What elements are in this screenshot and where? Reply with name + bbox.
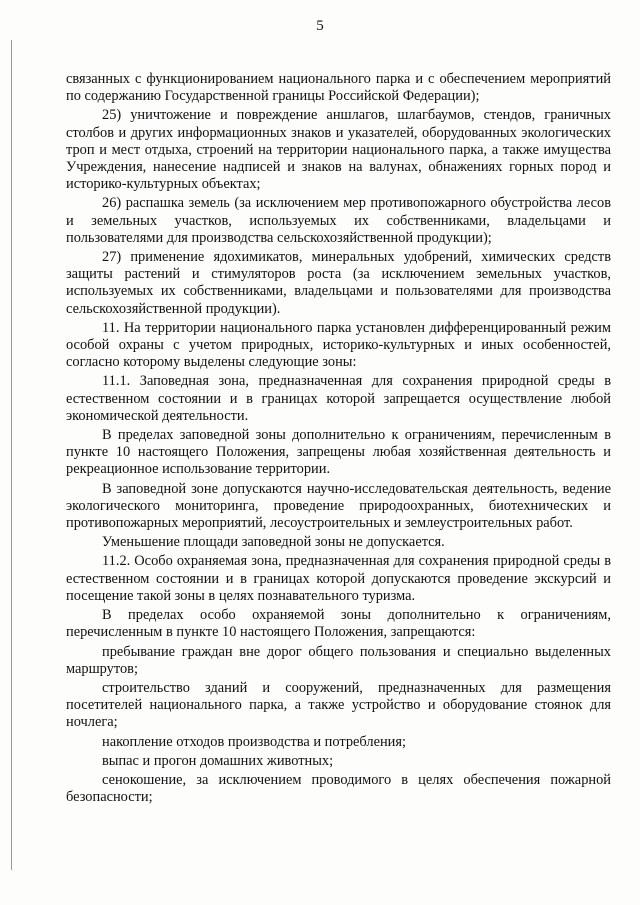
paragraph: В пределах заповедной зоны дополнительно к ограничениям, перечисленным в пункте 10 настоящего Положения, запрещены любая хозяйственная деятельность и рекреационное использование территории. [66,427,611,478]
paragraph: Уменьшение площади заповедной зоны не допускается. [102,534,445,551]
page-number: 5 [316,18,324,34]
paragraph: накопление отходов производства и потребления; [102,733,406,750]
paragraph: 11.1. Заповедная зона, предназначенная для сохранения природной среды в естественном состоянии и в границах которой запрещается осуществление любой экономической деятельности. [66,373,611,424]
paragraph: пребывание граждан вне дорог общего пользования и специально выделенных маршрутов; [66,643,611,677]
paragraph: 11. На территории национального парка установлен дифференцированный режим особой охраны с учетом природных, историко-культурных и иных особенностей, согласно которому выделены следующие зоны: [66,319,611,371]
paragraph: связанных с функционированием национального парка и с обеспечением мероприятий по содержанию Государственной границы Российской Федерации); [66,71,611,105]
paragraph: В пределах особо охраняемой зоны дополнительно к ограничениям, перечисленным в пункте 10 настоящего Положения, запрещаются: [66,607,611,641]
document-body [66,71,611,808]
paragraph: сенокошение, за исключением проводимого в целях обеспечения пожарной безопасности; [66,771,611,806]
paragraph: 11.2. Особо охраняемая зона, предназначенная для сохранения природной среды в естественном состоянии и в границах которой допускаются проведение экскурсий и посещение такой зоны в целях познавательного туризма. [66,553,611,604]
paragraph: В заповедной зоне допускаются научно-исследовательская деятельность, ведение экологического мониторинга, проведение природоохранных, биотехнических и противопожарных мероприятий, лесоустроительных и землеустроительных работ. [66,480,611,532]
paragraph: выпас и прогон домашних животных; [102,752,334,769]
paragraph: 26) распашка земель (за исключением мер противопожарного обустройства лесов и земельных участков, используемых их собственниками, владельцами и пользователями для производства сельскохозяйственной продукции); [66,195,611,246]
paragraph: 27) применение ядохимикатов, минеральных удобрений, химических средств защиты растений и стимуляторов роста (за исключением земельных участков, используемых их собственниками, владельцами и пользователями для производства сельскохозяйственной продукции). [66,249,611,317]
paragraph: строительство зданий и сооружений, предназначенных для размещения посетителей национального парка, а также устройство и оборудование стоянок для ночлега; [66,679,611,731]
paragraph: 25) уничтожение и повреждение аншлагов, шлагбаумов, стендов, граничных столбов и других информационных знаков и указателей, оборудованных экологических троп и мест отдыха, строений на территории национального парка, а также имущества Учреждения, нанесение надписей и знаков на валунах, обнажениях горных пород и историко-культурных объектах; [66,107,611,193]
scan-edge-line [11,40,12,870]
